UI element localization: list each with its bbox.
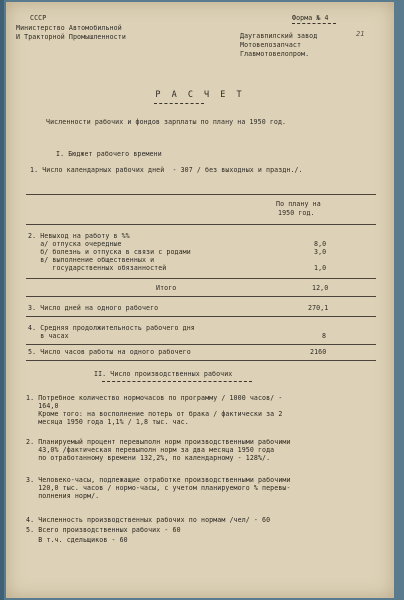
section2-heading: II. Число производственных рабочих <box>94 370 233 378</box>
section2-p1-line2: 164,0 <box>26 402 59 410</box>
row2-label-line1: 2. Невыход на работу в %% <box>28 232 130 240</box>
header-ministry-line1: Министерство Автомобильной <box>16 24 122 32</box>
row2-label-a: а/ отпуска очередные <box>28 240 122 248</box>
section2-p6: В т.ч. сдельщиков - 60 <box>26 536 128 544</box>
row4-label-line2: в часах <box>28 332 69 340</box>
row2-value-a: 8,0 <box>314 240 327 248</box>
row5-label: 5. Число часов работы на одного рабочего <box>28 348 191 356</box>
row3-label: 3. Число дней на одного рабочего <box>28 304 159 312</box>
row4-label-line1: 4. Средняя продолжительность рабочего дня <box>28 324 195 332</box>
section2-p3-line2: 120,0 тыс. часов / нормо-часы, с учетом планируемого % перевы- <box>26 484 291 492</box>
table-header-line1: По плану на <box>276 200 321 208</box>
header-plant: Даугавпилский завод <box>240 32 318 40</box>
section1-item1: 1. Число календарных рабочих дней - 307 / без выходных и праздн./. <box>30 166 303 174</box>
document-page <box>6 2 394 598</box>
section2-p2-line2: 43,0% /фактическая перевыполн норм за два месяца 1950 года <box>26 446 275 454</box>
row2-label-c: в/ выполнение общественных и <box>28 256 155 264</box>
header-ministry-line2: И Тракторной Промышленности <box>16 33 126 41</box>
header-country: СССР <box>30 14 47 22</box>
row4-rule <box>26 344 376 345</box>
row2-value-b: 3,0 <box>314 248 327 256</box>
section2-p5: 5. Всего производственных рабочих - 60 <box>26 526 181 534</box>
section2-p1-line3: Кроме того: на восполнение потерь от брака / фактически за 2 <box>26 410 283 418</box>
row2-label-c2: государственных обязанностей <box>28 264 167 272</box>
section2-p2-line1: 2. Планируемый процент перевыполн норм производственными рабочими <box>26 438 291 446</box>
folder-edge <box>0 0 4 600</box>
total-bottom-rule <box>26 296 376 297</box>
total-label: Итого <box>156 284 177 292</box>
section2-p1-line4: месяца 1950 года 1,1% / 1,8 тыс. час. <box>26 418 189 426</box>
header-glavk: Главмотовелопром. <box>240 50 310 58</box>
section2-p1-line1: 1. Потребное количество нормочасов по программу / 1000 часов/ - <box>26 394 283 402</box>
form-label-underline <box>292 23 336 24</box>
form-label: Форма № 4 <box>292 14 329 22</box>
document-subtitle: Численности рабочих и фондов зарплаты по плану на 1950 год. <box>46 118 287 126</box>
row2-value-c: 1,0 <box>314 264 327 272</box>
section2-p2-line3: по отработанному времени 132,2%, по календарному - 128%/. <box>26 454 271 462</box>
table-header-line2: 1950 год. <box>278 209 315 217</box>
corner-page-mark: 21 <box>356 30 365 38</box>
total-top-rule <box>26 278 376 279</box>
row5-value: 2160 <box>310 348 327 356</box>
row3-rule <box>26 316 376 317</box>
header-plant-sub: Мотовелозапчаст <box>240 41 302 49</box>
row4-value: 8 <box>322 332 327 340</box>
document-title: Р А С Ч Е Т <box>155 90 245 100</box>
row3-value: 270,1 <box>308 304 329 312</box>
table-top-rule <box>26 194 376 195</box>
section2-p3-line3: полнения норм/. <box>26 492 100 500</box>
section2-p3-line1: 3. Человеко-часы, подлежащие отработке производственными рабочими <box>26 476 291 484</box>
row5-rule <box>26 360 376 361</box>
total-value: 12,0 <box>312 284 329 292</box>
row2-label-b: б/ болезнь и отпуска в связи с родами <box>28 248 191 256</box>
section2-p4: 4. Численность производственных рабочих по нормам /чел/ - 60 <box>26 516 271 524</box>
section1-heading: I. Бюджет рабочего времени <box>56 150 162 158</box>
table-header-rule <box>26 224 376 225</box>
section2-heading-underline <box>102 381 252 382</box>
title-underline <box>154 103 204 104</box>
